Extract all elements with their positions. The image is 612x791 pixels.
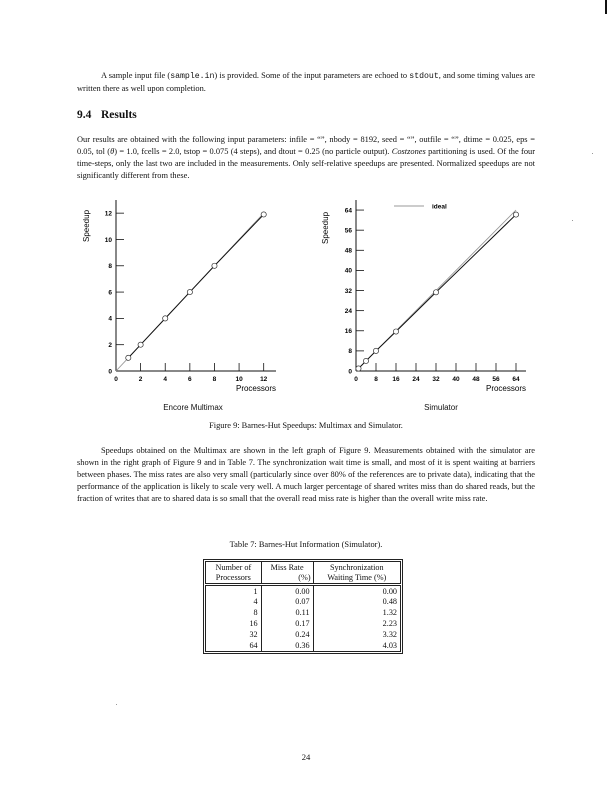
multimax-speedup-chart (80, 196, 280, 396)
cell-sync-wait: 3.32 (313, 629, 400, 640)
intro-text-3: , and some timing values are written there as well upon completion. (77, 71, 535, 93)
cell-miss-rate: 0.24 (261, 629, 313, 640)
x-tick-label: 56 (492, 376, 500, 383)
cell-sync-wait: 1.32 (313, 608, 400, 619)
header-sync-wait: Synchronization Waiting Time (%) (313, 562, 400, 585)
table-caption: Table 7: Barnes-Hut Information (Simulator). (229, 540, 383, 549)
discussion-paragraph (77, 445, 535, 505)
x-tick-label: 8 (212, 376, 217, 383)
measured-data-point (187, 289, 192, 294)
intro-paragraph (77, 70, 535, 95)
table-row (206, 629, 401, 640)
y-tick-label: 56 (344, 227, 352, 235)
cell-miss-rate: 0.07 (261, 597, 313, 608)
y-tick-label: 0 (348, 368, 352, 376)
x-tick-label: 6 (188, 376, 192, 383)
x-tick-label: 48 (472, 376, 480, 383)
x-tick-label: 10 (235, 376, 243, 383)
cell-sync-wait: 4.03 (313, 640, 400, 651)
cell-miss-rate: 0.11 (261, 608, 313, 619)
table-row (206, 618, 401, 629)
figure-caption: Figure 9: Barnes-Hut Speedups: Multimax and Simulator. (209, 421, 403, 430)
results-table (205, 561, 401, 652)
sample-file-name: sample.in (170, 72, 215, 81)
section-heading (77, 109, 137, 121)
measured-data-point (513, 212, 518, 217)
y-tick-label: 64 (344, 207, 352, 215)
cell-miss-rate: 0.17 (261, 618, 313, 629)
y-tick-label: 12 (104, 210, 112, 218)
cell-processors: 4 (253, 597, 258, 607)
cell-sync-wait: 2.23 (313, 618, 400, 629)
section-title: Results (101, 109, 137, 121)
y-tick-label: 4 (108, 315, 112, 323)
table-header-row (206, 562, 401, 585)
x-tick-label: 32 (432, 376, 440, 383)
multimax-chart-title: Encore Multimax (163, 403, 223, 412)
intro-text-2: ) is provided. Some of the input parameters are echoed to (214, 71, 410, 80)
results-text-3: partitioning is used. Of the four time-steps, only the last two are included in the measurements. Only self-relative speedups are presented. Normalized speedups are not significantly different from these. (77, 147, 535, 180)
y-tick-label: 16 (344, 328, 352, 336)
measured-data-point (393, 329, 398, 334)
table-row (206, 640, 401, 651)
x-axis-label: Processors (485, 384, 526, 393)
table-row (206, 597, 401, 608)
y-tick-label: 48 (344, 247, 352, 255)
scan-speck (572, 220, 573, 221)
y-tick-label: 32 (344, 287, 352, 295)
results-table-frame (203, 559, 403, 654)
header-miss-rate: Miss Rate (%) (261, 562, 313, 585)
x-tick-label: 4 (163, 376, 168, 383)
y-axis-label: Speedup (321, 211, 330, 245)
margin-edge-mark (605, 0, 607, 14)
y-tick-label: 0 (108, 368, 112, 376)
scan-speck (116, 704, 117, 705)
measured-data-point (212, 263, 217, 268)
simulator-speedup-chart (310, 196, 530, 396)
x-axis-label: Processors (235, 384, 276, 393)
results-text-2: ) = 1.0, fcells = 2.0, tstop = 0.075 (4 steps), and dtout = 0.25 (no particle output). (114, 147, 392, 156)
cell-sync-wait: 0.00 (313, 585, 400, 597)
section-number: 9.4 (77, 109, 92, 121)
y-tick-label: 6 (108, 289, 112, 297)
measured-data-point (433, 290, 438, 295)
x-tick-label: 16 (392, 376, 400, 383)
theta-symbol: θ (110, 147, 115, 156)
y-tick-label: 8 (108, 263, 112, 271)
measured-data-point (138, 342, 143, 347)
discussion-text: Speedups obtained on the Multimax are shown in the left graph of Figure 9. Measurements obtained with the simulator are shown in the right graph of Figure 9 and in Table 7. The synchronization wait time is small, and most of it is spent waiting at barriers between phases. The miss rates are also very small (particularly since over 80% of the references are to private data), indicating that the performance of the application is likely to scale very well. A much larger percentage of shared writes miss than do shared reads, but the fraction of writes that are to shared data is so small that the overall read miss rate is higher than the overall write miss rate. (77, 446, 535, 503)
y-tick-label: 10 (104, 236, 112, 244)
cell-processors: 64 (249, 640, 258, 650)
x-tick-label: 0 (114, 376, 118, 383)
scan-speck (592, 153, 593, 154)
cell-miss-rate: 0.36 (261, 640, 313, 651)
y-tick-label: 40 (344, 267, 352, 275)
cell-processors: 8 (253, 608, 258, 618)
y-tick-label: 8 (348, 348, 352, 356)
simulator-chart-title: Simulator (424, 403, 458, 412)
legend-ideal-label: ideal (432, 203, 447, 211)
table-row (206, 585, 401, 597)
cell-miss-rate: 0.00 (261, 585, 313, 597)
y-tick-label: 2 (108, 341, 112, 349)
x-tick-label: 40 (452, 376, 460, 383)
measured-speedup-line (128, 214, 263, 357)
stdout-name: stdout (409, 72, 439, 81)
cell-processors: 32 (249, 629, 258, 639)
x-tick-label: 2 (138, 376, 143, 383)
measured-data-point (356, 366, 361, 371)
x-tick-label: 64 (512, 376, 520, 383)
page-number: 24 (301, 752, 311, 762)
measured-data-point (163, 316, 168, 321)
y-axis-label: Speedup (82, 209, 91, 243)
measured-data-point (261, 212, 266, 217)
x-tick-label: 8 (374, 376, 378, 383)
cell-sync-wait: 0.48 (313, 597, 400, 608)
intro-text-1: A sample input file ( (101, 71, 171, 80)
cell-processors: 1 (253, 586, 258, 596)
x-tick-label: 0 (354, 376, 358, 383)
x-tick-label: 12 (260, 376, 268, 383)
y-tick-label: 24 (344, 307, 352, 315)
cell-processors: 16 (249, 619, 258, 629)
measured-data-point (126, 355, 131, 360)
header-processors: Number of Processors (206, 562, 262, 585)
table-row (206, 608, 401, 619)
x-tick-label: 24 (412, 376, 420, 383)
costzones-term: Costzones (391, 147, 426, 156)
measured-data-point (363, 358, 368, 363)
results-paragraph (77, 134, 535, 182)
measured-data-point (373, 348, 378, 353)
results-text-1: Our results are obtained with the following input parameters: infile = “”, nbody = 8192, seed = “”, outfile = “”, dtime = 0.025, eps = 0.05, tol ( (77, 135, 535, 156)
